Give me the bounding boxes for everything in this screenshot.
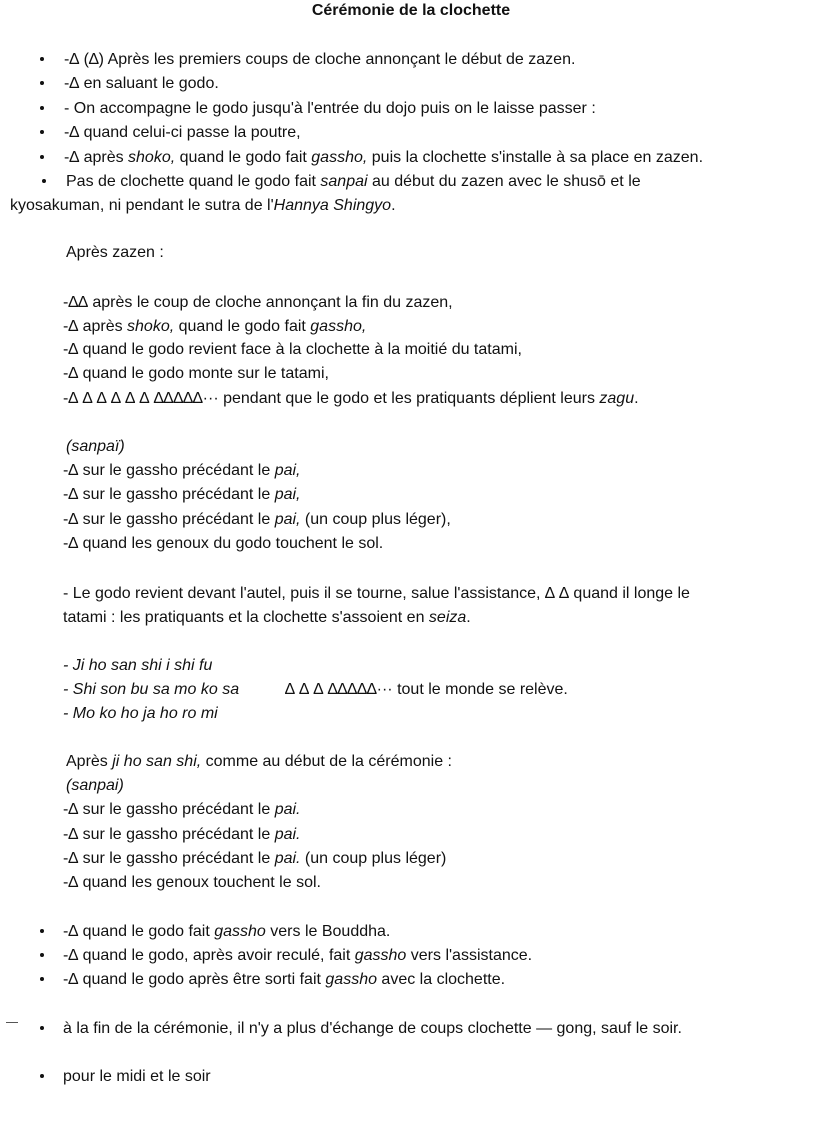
sutra-text: - Shi son bu sa mo ko sa xyxy=(63,681,240,698)
term-gassho: gassho xyxy=(354,947,407,964)
term-gassho: gassho xyxy=(214,923,266,940)
term-shoko: shoko, xyxy=(128,149,176,166)
page-title: Cérémonie de la clochette xyxy=(311,2,511,19)
intro-line-3: - On accompagne le godo jusqu'à l'entrée du dojo puis on le laisse passer : xyxy=(64,100,596,117)
term-pai: pai. xyxy=(274,801,301,818)
text-run: -∆ après xyxy=(63,318,128,335)
after-zazen-line-3: -∆ quand le godo revient face à la clochette à la moitié du tatami, xyxy=(63,341,522,358)
margin-dash xyxy=(6,1022,18,1023)
intro-line-6 xyxy=(66,172,641,192)
term-pai: pai, xyxy=(274,511,301,528)
sanpai-heading-1 xyxy=(66,437,125,457)
return-line-2 xyxy=(63,608,471,628)
bullet-icon xyxy=(40,1074,44,1078)
sanpai1-line-3 xyxy=(63,510,451,530)
text-run: -∆ quand le godo fait xyxy=(63,923,215,940)
text-run: -∆ ∆ ∆ ∆ ∆ ∆ ∆∆∆∆∆··· pendant que le godo et les pratiquants déplient leurs xyxy=(63,390,600,407)
text-run: -∆ quand le godo après être sorti fait xyxy=(63,971,326,988)
text-run: vers l'assistance. xyxy=(406,947,533,964)
text-run: Après xyxy=(66,753,113,770)
term-gassho: gassho, xyxy=(310,318,367,335)
term-pai: pai, xyxy=(274,486,301,503)
bullet-icon xyxy=(40,953,44,957)
intro-line-1: -∆ (∆) Après les premiers coups de cloche annonçant le début de zazen. xyxy=(64,51,576,68)
bullet-icon xyxy=(40,81,44,85)
term-gassho: gassho, xyxy=(311,149,368,166)
ending-line-1 xyxy=(63,922,390,942)
sutra-line-1 xyxy=(63,656,212,676)
ending-line-5: pour le midi et le soir xyxy=(63,1068,211,1085)
text-run: -∆ sur le gassho précédant le xyxy=(63,801,275,818)
term-zagu: zagu xyxy=(599,390,635,407)
term-hannya-shingyo: Hannya Shingyo xyxy=(273,197,392,214)
sutra-line-3 xyxy=(63,704,218,724)
term-shoko: shoko, xyxy=(127,318,175,335)
sutra-line-2 xyxy=(63,680,239,700)
text-run: quand le godo fait xyxy=(174,318,311,335)
text-run: quand le godo fait xyxy=(175,149,312,166)
after-zazen-heading: Après zazen : xyxy=(66,244,164,261)
after-jiho-line-2 xyxy=(63,800,300,820)
term-sanpai: (sanpai) xyxy=(66,777,124,794)
bullet-icon xyxy=(40,977,44,981)
sutra-text: - Ji ho san shi i shi fu xyxy=(63,657,213,674)
term-gassho: gassho xyxy=(325,971,377,988)
text-run: -∆ quand le godo, après avoir reculé, fait xyxy=(63,947,355,964)
text-run: -∆ sur le gassho précédant le xyxy=(63,462,275,479)
after-zazen-line-5 xyxy=(63,389,639,409)
text-run: . xyxy=(466,609,471,626)
text-run: -∆ sur le gassho précédant le xyxy=(63,486,275,503)
intro-line-5 xyxy=(64,148,703,168)
intro-line-2: -∆ en saluant le godo. xyxy=(64,75,219,92)
text-run: comme au début de la cérémonie : xyxy=(201,753,452,770)
term-pai: pai. xyxy=(274,826,301,843)
text-run: au début du zazen avec le shusō et le xyxy=(367,173,641,190)
sanpai1-line-2 xyxy=(63,485,300,505)
term-pai: pai. xyxy=(274,850,301,867)
text-run: tatami : les pratiquants et la clochette s'assoient en xyxy=(63,609,429,626)
text-run: kyosakuman, ni pendant le sutra de l' xyxy=(10,197,274,214)
ending-line-3 xyxy=(63,970,505,990)
after-jiho-line-1 xyxy=(66,752,452,772)
text-run: -∆ sur le gassho précédant le xyxy=(63,511,275,528)
text-run: . xyxy=(391,197,396,214)
bullet-icon xyxy=(40,57,44,61)
sanpai-heading-2 xyxy=(66,776,124,796)
bullet-icon xyxy=(40,1026,44,1030)
text-run: vers le Bouddha. xyxy=(265,923,391,940)
text-run: (un coup plus léger), xyxy=(300,511,451,528)
term-seiza: seiza xyxy=(428,609,467,626)
after-jiho-line-5: -∆ quand les genoux touchent le sol. xyxy=(63,874,321,891)
term-sanpai: (sanpaï) xyxy=(66,438,125,455)
bullet-icon xyxy=(40,155,44,159)
sutra-text: - Mo ko ho ja ho ro mi xyxy=(63,705,218,722)
term-ji-ho-san-shi: ji ho san shi, xyxy=(112,753,202,770)
term-sanpai: sanpai xyxy=(320,173,368,190)
text-run: . xyxy=(634,390,639,407)
sutra-line-2-bells: ∆ ∆ ∆ ∆∆∆∆∆··· tout le monde se relève. xyxy=(285,681,568,698)
ending-line-2 xyxy=(63,946,532,966)
text-run: puis la clochette s'installe à sa place en zazen. xyxy=(367,149,704,166)
bullet-icon xyxy=(40,130,44,134)
after-jiho-line-4 xyxy=(63,849,446,869)
after-zazen-line-1: -∆∆ après le coup de cloche annonçant la fin du zazen, xyxy=(63,294,453,311)
text-run: -∆ sur le gassho précédant le xyxy=(63,826,275,843)
text-run: (un coup plus léger) xyxy=(300,850,447,867)
after-zazen-line-4: -∆ quand le godo monte sur le tatami, xyxy=(63,365,329,382)
after-jiho-line-3 xyxy=(63,825,300,845)
intro-line-7 xyxy=(10,196,396,216)
sanpai1-line-4: -∆ quand les genoux du godo touchent le sol. xyxy=(63,535,384,552)
return-line-1: - Le godo revient devant l'autel, puis il se tourne, salue l'assistance, ∆ ∆ quand il longe le xyxy=(63,585,690,602)
intro-line-4: -∆ quand celui-ci passe la poutre, xyxy=(64,124,301,141)
term-pai: pai, xyxy=(274,462,301,479)
sanpai1-line-1 xyxy=(63,461,300,481)
text-run: -∆ après xyxy=(64,149,129,166)
bullet-icon xyxy=(40,929,44,933)
bullet-icon xyxy=(40,106,44,110)
ending-line-4: à la fin de la cérémonie, il n'y a plus d'échange de coups clochette — gong, sauf le soir. xyxy=(63,1020,682,1037)
text-run: Pas de clochette quand le godo fait xyxy=(66,173,321,190)
text-run: avec la clochette. xyxy=(376,971,506,988)
text-run: -∆ sur le gassho précédant le xyxy=(63,850,275,867)
bullet-icon xyxy=(42,179,46,183)
after-zazen-line-2 xyxy=(63,317,366,337)
